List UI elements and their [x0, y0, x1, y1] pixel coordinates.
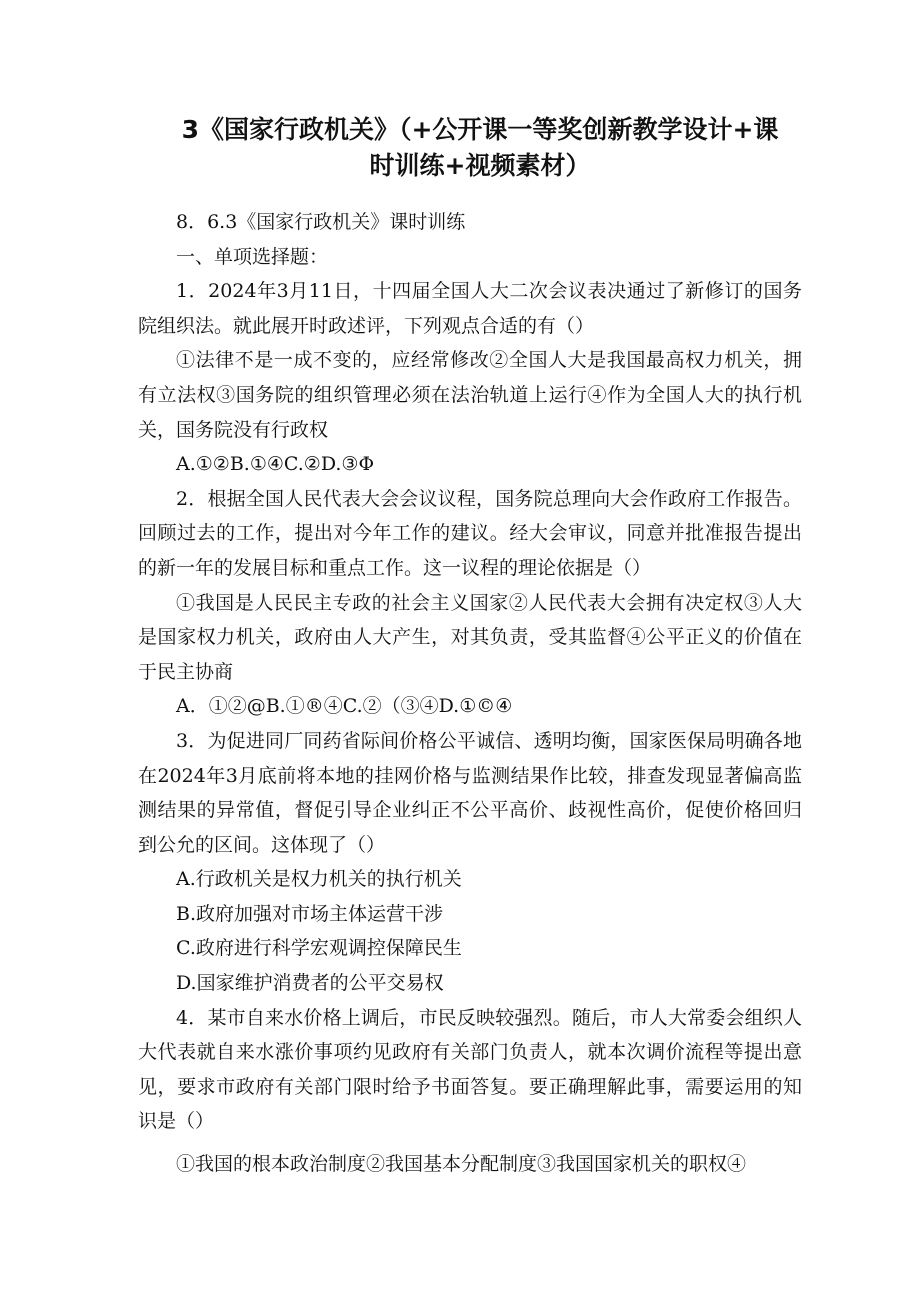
question-1-statements: ①法律不是一成不变的，应经常修改②全国人大是我国最高权力机关，拥有立法权③国务院的组织管理必须在法治轨道上运行④作为全国人大的执行机关，国务院没有行政权: [138, 349, 802, 441]
question-2-stem: 2．根据全国人民代表大会会议议程，国务院总理向大会作政府工作报告。回顾过去的工作，提出对今年工作的建议。经大会审议，同意并批准报告提出的新一年的发展目标和重点工作。这一议程的理论依据是（）: [138, 487, 802, 579]
question-1-stem: 1．2024年3月11日，十四届全国人大二次会议表决通过了新修订的国务院组织法。就此展开时政述评，下列观点合适的有（）: [138, 280, 802, 337]
title-line-2: 时训练+视频素材）: [369, 151, 591, 180]
section-heading: 一、单项选择题：: [176, 245, 329, 268]
question-2-statements: ①我国是人民民主专政的社会主义国家②人民代表大会拥有决定权③人大是国家权力机关，政府由人大产生，对其负责，受其监督④公平正义的价值在于民主协商: [138, 591, 802, 683]
question-3-option-b: B.政府加强对市场主体运营干涉: [176, 902, 444, 925]
question-3-option-d: D.国家维护消费者的公平交易权: [176, 972, 444, 995]
lesson-heading: 8．6.3《国家行政机关》课时训练: [176, 211, 466, 233]
question-1-options: A.①②B.①④C.②D.③Φ: [176, 453, 375, 476]
question-3-stem: 3．为促进同厂同药省际间价格公平诚信、透明均衡，国家医保局明确各地在2024年3月底前将本地的挂网价格与监测结果作比较，排查发现显著偏高监测结果的异常值，督促引导企业纠正不公平高价、歧视性高价，促使价格回归到公允的区间。这体现了（）: [138, 729, 802, 856]
document-body: [138, 205, 802, 1182]
question-2-options: A．①②@B.①®④C.②（③④D.①©④: [176, 695, 513, 718]
document-title: [150, 112, 810, 184]
question-3-option-a: A.行政机关是权力机关的执行机关: [176, 868, 462, 891]
question-4-statements: ①我国的根本政治制度②我国基本分配制度③我国国家机关的职权④: [176, 1153, 747, 1176]
title-line-1: 3《国家行政机关》（+公开课一等奖创新教学设计+课: [181, 115, 779, 144]
question-4-stem: 4．某市自来水价格上调后，市民反映较强烈。随后，市人大常委会组织人大代表就自来水涨价事项约见政府有关部门负责人，就本次调价流程等提出意见，要求市政府有关部门限时给予书面答复。要正确理解此事，需要运用的知识是（）: [138, 1006, 802, 1133]
question-3-option-c: C.政府进行科学宏观调控保障民生: [176, 937, 462, 960]
